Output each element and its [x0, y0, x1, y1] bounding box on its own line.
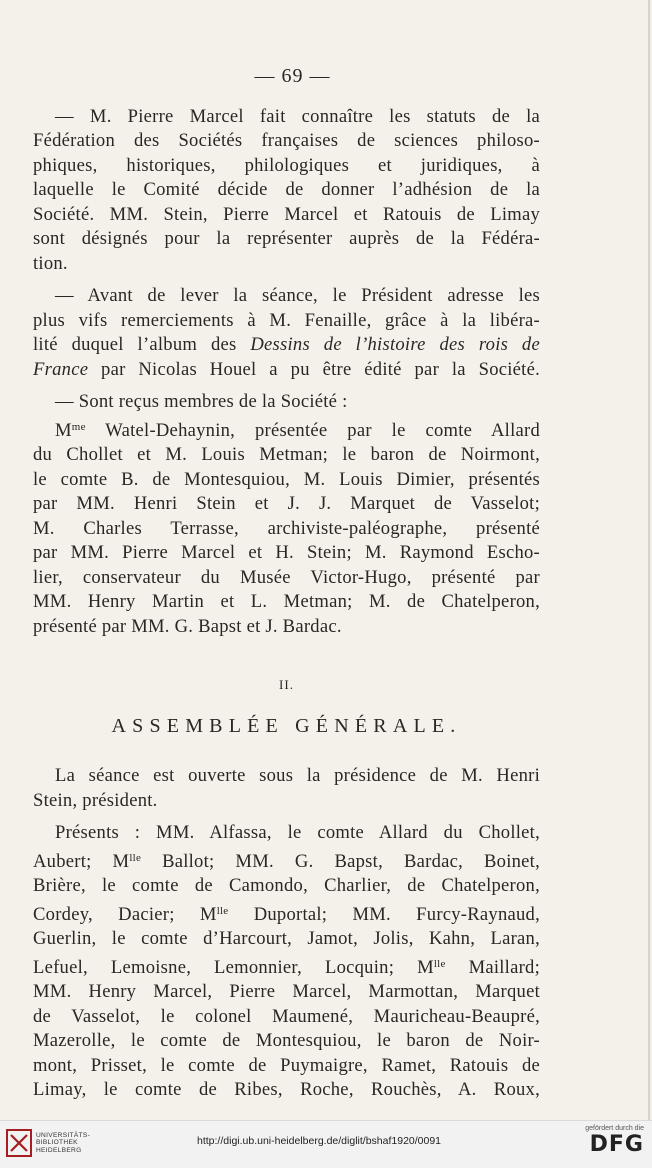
text-line: Guerlin, le comte d’Harcourt, Jamot, Jolis, Kahn, Laran,: [33, 928, 540, 949]
text-line: Stein, président.: [33, 789, 158, 811]
text-line: phiques, historiques, philologiques et juridiques, à: [33, 154, 540, 176]
paragraph-thanks: [33, 284, 540, 382]
page-text: [33, 64, 540, 1111]
paragraph-federation: [33, 105, 540, 277]
text-line: Limay, le comte de Ribes, Roche, Rouchès, A. Roux,: [33, 1079, 540, 1100]
text-line: Présents : MM. Alfassa, le comte Allard du Chollet,: [55, 822, 540, 843]
text-line: La séance est ouverte sous la présidence de M. Henri: [55, 765, 540, 786]
paragraph-session-opening: [33, 764, 540, 813]
superscript: lle: [216, 904, 229, 917]
text-line: [33, 333, 540, 358]
text-fragment: Duportal; MM. Furcy-Raynaud,: [228, 903, 540, 925]
dfg-logo: DFG: [589, 1132, 644, 1157]
text-line: MM. Henry Marcel, Pierre Marcel, Marmottan, Marquet: [33, 981, 540, 1002]
text-line: [33, 846, 540, 875]
section-number: II.: [279, 677, 294, 692]
superscript: lle: [433, 957, 446, 970]
text-fragment: par Nicolas Houel a pu être édité par la Société.: [88, 358, 540, 380]
text-line: MM. Henry Martin et L. Metman; M. de Chatelperon,: [33, 591, 540, 612]
paragraph-new-members: [33, 415, 540, 640]
paragraph-attendees: [33, 821, 540, 1103]
book-title: France: [33, 358, 89, 380]
paragraph-new-members-intro: [33, 390, 540, 415]
text-line: [33, 899, 540, 928]
text-line: du Chollet et M. Louis Metman; le baron de Noirmont,: [33, 444, 540, 465]
text-line: M. Charles Terrasse, archiviste-paléographe, présenté: [33, 517, 540, 539]
book-title: Dessins de l’histoire des rois de: [250, 334, 540, 355]
viewer-footer: [0, 1120, 652, 1168]
sponsor-caption: gefördert durch die: [585, 1125, 644, 1132]
text-line: Fédération des Sociétés françaises de sciences philoso-: [33, 130, 540, 151]
page-number: — 69 —: [254, 65, 331, 87]
text-fragment: Maillard;: [445, 956, 541, 978]
text-fragment: Cordey, Dacier; M: [33, 903, 217, 925]
text-line: sont désignés pour la représenter auprès de la Fédéra-: [33, 228, 540, 249]
text-fragment: lité duquel l’album des: [33, 334, 251, 355]
text-fragment: Aubert; M: [33, 850, 130, 872]
text-line: par MM. Henri Stein et J. J. Marquet de Vasselot;: [33, 493, 540, 514]
text-line: — Sont reçus membres de la Société :: [55, 391, 348, 412]
text-fragment: Ballot; MM. G. Bapst, Bardac, Boinet,: [141, 850, 540, 872]
text-line: mont, Prisset, le comte de Puymaigre, Ramet, Ratouis de: [33, 1054, 540, 1076]
text-fragment: Lefuel, Lemoisne, Lemonnier, Locquin; M: [33, 956, 434, 978]
superscript: lle: [129, 851, 142, 864]
text-line: plus vifs remerciements à M. Fenaille, grâce à la libéra-: [33, 309, 540, 331]
library-logo[interactable]: [6, 1129, 90, 1157]
text-line: [33, 952, 540, 981]
sponsor-block[interactable]: [585, 1125, 644, 1158]
text-line: par MM. Pierre Marcel et H. Stein; M. Raymond Escho-: [33, 542, 540, 563]
library-name-line: UNIVERSITÄTS-: [36, 1131, 91, 1139]
superscript: me: [71, 420, 86, 433]
text-fragment: Watel-Dehaynin, présentée par le comte Allard: [85, 419, 540, 441]
text-line: [33, 358, 540, 383]
text-line: laquelle le Comité décide de donner l’adhésion de la: [33, 179, 540, 200]
library-name: [36, 1132, 90, 1155]
text-line: Brière, le comte de Camondo, Charlier, de Chatelperon,: [33, 875, 540, 896]
text-line: tion.: [33, 252, 68, 274]
text-line: Société. MM. Stein, Pierre Marcel et Ratouis de Limay: [33, 203, 540, 225]
text-line: de Vasselot, le colonel Maumené, Mauricheau-Beaupré,: [33, 1005, 540, 1027]
text-line: Mazerolle, le comte de Montesquiou, le baron de Noir-: [33, 1030, 540, 1051]
library-name-line: BIBLIOTHEK: [36, 1139, 78, 1147]
text-line: lier, conservateur du Musée Victor-Hugo, présenté par: [33, 566, 540, 588]
text-line: — M. Pierre Marcel fait connaître les statuts de la: [55, 105, 540, 127]
text-line: — Avant de lever la séance, le Président adresse les: [55, 285, 540, 306]
text-line: [33, 415, 540, 444]
permalink-url[interactable]: http://digi.ub.uni-heidelberg.de/diglit/bshaf1920/0091: [197, 1135, 442, 1147]
text-fragment: M: [55, 419, 72, 441]
text-line: le comte B. de Montesquiou, M. Louis Dimier, présentés: [33, 468, 540, 490]
library-emblem-icon: [6, 1129, 32, 1157]
library-name-line: HEIDELBERG: [36, 1146, 82, 1154]
text-line: présenté par MM. G. Bapst et J. Bardac.: [33, 615, 342, 637]
section-title: ASSEMBLÉE GÉNÉRALE.: [111, 714, 462, 737]
